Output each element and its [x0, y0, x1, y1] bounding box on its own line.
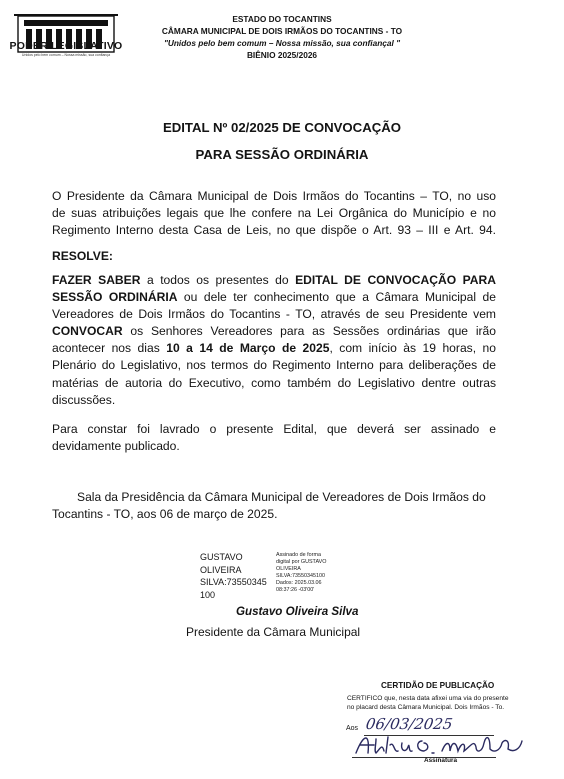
logo-wordmark: PODER LEGISLATIVO	[9, 40, 123, 52]
text-run: acontecer nos dias	[52, 341, 167, 356]
closing-paragraph	[52, 421, 496, 455]
bold-phrase: EDITAL DE CONVOCAÇÃO PARA	[295, 273, 497, 287]
resolve-paragraph	[52, 272, 496, 409]
handwritten-signature	[350, 731, 560, 759]
bold-phrase: SESSÃO ORDINÁRIA	[52, 290, 178, 305]
closing-line: devidamente publicado.	[52, 439, 180, 454]
resolve-line	[52, 289, 496, 306]
text-run: a todos os presentes do	[140, 273, 296, 287]
sig-name-line: 100	[200, 589, 216, 600]
sig-name-line: GUSTAVO	[200, 552, 243, 562]
resolve-line	[52, 272, 496, 289]
signature-label: Assinatura	[424, 757, 458, 764]
document-subtitle: PARA SESSÃO ORDINÁRIA	[195, 147, 369, 162]
resolve-line: discussões.	[52, 392, 116, 407]
resolve-line: Vereadores de Dois Irmãos do Tocantins - TO, através de seu Presidente vem	[52, 307, 496, 322]
certificate-text	[347, 694, 561, 712]
digital-signature-stamp	[276, 552, 346, 593]
sig-name-line: OLIVEIRA	[200, 564, 242, 575]
intro-line: de suas atribuições legais que lhe confere na Lei Orgânica do Município e no	[52, 206, 496, 221]
text-run: os Senhores Vereadores para as Sessões ordinárias que irão	[122, 324, 496, 339]
stamp-line: digital por GUSTAVO	[276, 558, 327, 565]
place-line: Sala da Presidência da Câmara Municipal de Vereadores de Dois Irmãos do	[77, 490, 486, 504]
resolve-line	[52, 323, 496, 340]
signer-role: Presidente da Câmara Municipal	[186, 625, 361, 639]
stamp-line: 08:37:26 -03'00'	[276, 586, 315, 593]
text-run: ou dele ter conhecimento que a Câmara Municipal de	[177, 290, 497, 305]
text-run: , com início às 19 horas, no	[329, 341, 496, 356]
stamp-line: SILVA:73550345100	[276, 572, 325, 579]
certificate-line: CERTIFICO que, nesta data afixei uma via do presente	[347, 695, 509, 702]
intro-line: Regimento Interno desta Casa de Leis, no que dispõe o Art. 93 – III e Art. 94.	[52, 223, 496, 238]
place-line: Tocantins - TO, aos 06 de março de 2025.	[52, 507, 278, 522]
resolve-line: Plenário do Legislativo, nos termos do Regimento Interno para deliberações de	[52, 358, 496, 373]
certificate-title: CERTIDÃO DE PUBLICAÇÃO	[381, 681, 495, 690]
document-title: EDITAL Nº 02/2025 DE CONVOCAÇÃO	[162, 120, 402, 135]
logo-tagline: Unidos pelo bem comum – Nossa missão, sua confiança	[21, 53, 111, 57]
signer-name: Gustavo Oliveira Silva	[236, 605, 359, 618]
intro-paragraph	[52, 188, 496, 239]
stamp-line: Assinado de forma	[276, 552, 321, 558]
sig-name-line: SILVA:73550345	[200, 577, 267, 587]
resolve-line: matérias de autoria do Executivo, como também do Legislativo dentre outras	[52, 375, 496, 390]
bold-phrase: FAZER SABER	[52, 273, 141, 287]
certificate-date-label: Aos	[346, 725, 359, 732]
header-motto: "Unidos pelo bem comum – Nossa missão, sua confiançal "	[163, 38, 401, 48]
resolve-line	[52, 340, 496, 357]
header-state: ESTADO DO TOCANTINS	[232, 14, 332, 24]
digital-signature-name	[200, 551, 274, 601]
header-term: BIÊNIO 2025/2026	[246, 50, 318, 60]
header-chamber: CÂMARA MUNICIPAL DE DOIS IRMÃOS DO TOCANTINS - TO	[161, 26, 403, 36]
certificate-handwritten-date: 06/03/2025	[364, 715, 454, 733]
stamp-line: Dados: 2025.03.06	[276, 579, 322, 586]
certificate-line: no placard desta Câmara Municipal. Dois Irmãos - To.	[347, 704, 505, 711]
intro-line: O Presidente da Câmara Municipal de Dois Irmãos do Tocantins – TO, no uso	[52, 189, 496, 203]
resolve-heading: RESOLVE:	[52, 249, 113, 263]
bold-phrase: 10 a 14 de Março de 2025	[166, 341, 330, 356]
place-date	[52, 489, 498, 523]
bold-phrase: CONVOCAR	[52, 324, 123, 339]
closing-line: Para constar foi lavrado o presente Edital, que deverá ser assinado e	[52, 422, 496, 436]
stamp-line: OLIVEIRA	[276, 565, 301, 572]
